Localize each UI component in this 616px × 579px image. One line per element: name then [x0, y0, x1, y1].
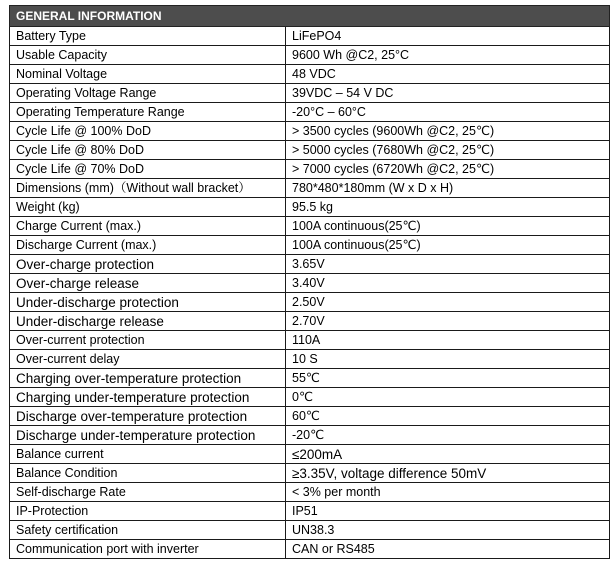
header-row	[10, 6, 610, 27]
value-cell: < 3% per month	[286, 483, 610, 502]
spec-row	[10, 483, 610, 502]
param-cell: Balance current	[10, 445, 286, 464]
spec-row	[10, 445, 610, 464]
param-cell: Dimensions (mm)（Without wall bracket）	[10, 179, 286, 198]
value-cell: 0℃	[286, 388, 610, 407]
param-cell: Charging under-temperature protection	[10, 388, 286, 407]
spec-row	[10, 274, 610, 293]
spec-row	[10, 103, 610, 122]
param-cell: IP-Protection	[10, 502, 286, 521]
value-cell: 780*480*180mm (W x D x H)	[286, 179, 610, 198]
spec-row	[10, 160, 610, 179]
param-cell: Self-discharge Rate	[10, 483, 286, 502]
param-cell: Battery Type	[10, 27, 286, 46]
value-cell: 39VDC – 54 V DC	[286, 84, 610, 103]
value-cell: ≥3.35V, voltage difference 50mV	[286, 464, 610, 483]
spec-row	[10, 464, 610, 483]
value-cell: 100A continuous(25℃)	[286, 217, 610, 236]
value-cell: -20°C – 60°C	[286, 103, 610, 122]
spec-row	[10, 46, 610, 65]
value-cell: 100A continuous(25℃)	[286, 236, 610, 255]
param-cell: Cycle Life @ 80% DoD	[10, 141, 286, 160]
spec-table	[9, 5, 610, 559]
param-cell: Discharge Current (max.)	[10, 236, 286, 255]
param-cell: Under-discharge release	[10, 312, 286, 331]
spec-row	[10, 388, 610, 407]
spec-row	[10, 84, 610, 103]
spec-row	[10, 293, 610, 312]
param-cell: Balance Condition	[10, 464, 286, 483]
param-cell: Usable Capacity	[10, 46, 286, 65]
spec-row	[10, 407, 610, 426]
param-cell: Cycle Life @ 100% DoD	[10, 122, 286, 141]
param-cell: Nominal Voltage	[10, 65, 286, 84]
value-cell: 3.65V	[286, 255, 610, 274]
spec-row	[10, 27, 610, 46]
spec-row	[10, 521, 610, 540]
spec-row	[10, 141, 610, 160]
spec-row	[10, 502, 610, 521]
spec-row	[10, 65, 610, 84]
param-cell: Cycle Life @ 70% DoD	[10, 160, 286, 179]
param-cell: Communication port with inverter	[10, 540, 286, 559]
param-cell: Discharge over-temperature protection	[10, 407, 286, 426]
value-cell: 2.50V	[286, 293, 610, 312]
value-cell: 10 S	[286, 350, 610, 369]
value-cell: IP51	[286, 502, 610, 521]
param-cell: Over-current protection	[10, 331, 286, 350]
spec-row	[10, 255, 610, 274]
value-cell: > 7000 cycles (6720Wh @C2, 25℃)	[286, 160, 610, 179]
param-cell: Weight (kg)	[10, 198, 286, 217]
value-cell: 3.40V	[286, 274, 610, 293]
spec-row	[10, 312, 610, 331]
param-cell: Over-charge protection	[10, 255, 286, 274]
spec-row	[10, 122, 610, 141]
value-cell: UN38.3	[286, 521, 610, 540]
value-cell: -20℃	[286, 426, 610, 445]
value-cell: 55℃	[286, 369, 610, 388]
value-cell: 110A	[286, 331, 610, 350]
value-cell: 95.5 kg	[286, 198, 610, 217]
param-cell: Under-discharge protection	[10, 293, 286, 312]
spec-row	[10, 426, 610, 445]
spec-row	[10, 350, 610, 369]
param-cell: Operating Temperature Range	[10, 103, 286, 122]
value-cell: > 5000 cycles (7680Wh @C2, 25℃)	[286, 141, 610, 160]
value-cell: ≤200mA	[286, 445, 610, 464]
param-cell: Over-current delay	[10, 350, 286, 369]
value-cell: 60℃	[286, 407, 610, 426]
param-cell: Over-charge release	[10, 274, 286, 293]
value-cell: > 3500 cycles (9600Wh @C2, 25℃)	[286, 122, 610, 141]
spec-row	[10, 331, 610, 350]
spec-row	[10, 236, 610, 255]
spec-row	[10, 179, 610, 198]
spec-row	[10, 217, 610, 236]
value-cell: CAN or RS485	[286, 540, 610, 559]
value-cell: 48 VDC	[286, 65, 610, 84]
param-cell: Discharge under-temperature protection	[10, 426, 286, 445]
spec-row	[10, 369, 610, 388]
param-cell: Charge Current (max.)	[10, 217, 286, 236]
table-title: GENERAL INFORMATION	[10, 6, 610, 27]
param-cell: Charging over-temperature protection	[10, 369, 286, 388]
value-cell: 2.70V	[286, 312, 610, 331]
value-cell: LiFePO4	[286, 27, 610, 46]
spec-row	[10, 198, 610, 217]
param-cell: Safety certification	[10, 521, 286, 540]
value-cell: 9600 Wh @C2, 25°C	[286, 46, 610, 65]
spec-row	[10, 540, 610, 559]
param-cell: Operating Voltage Range	[10, 84, 286, 103]
